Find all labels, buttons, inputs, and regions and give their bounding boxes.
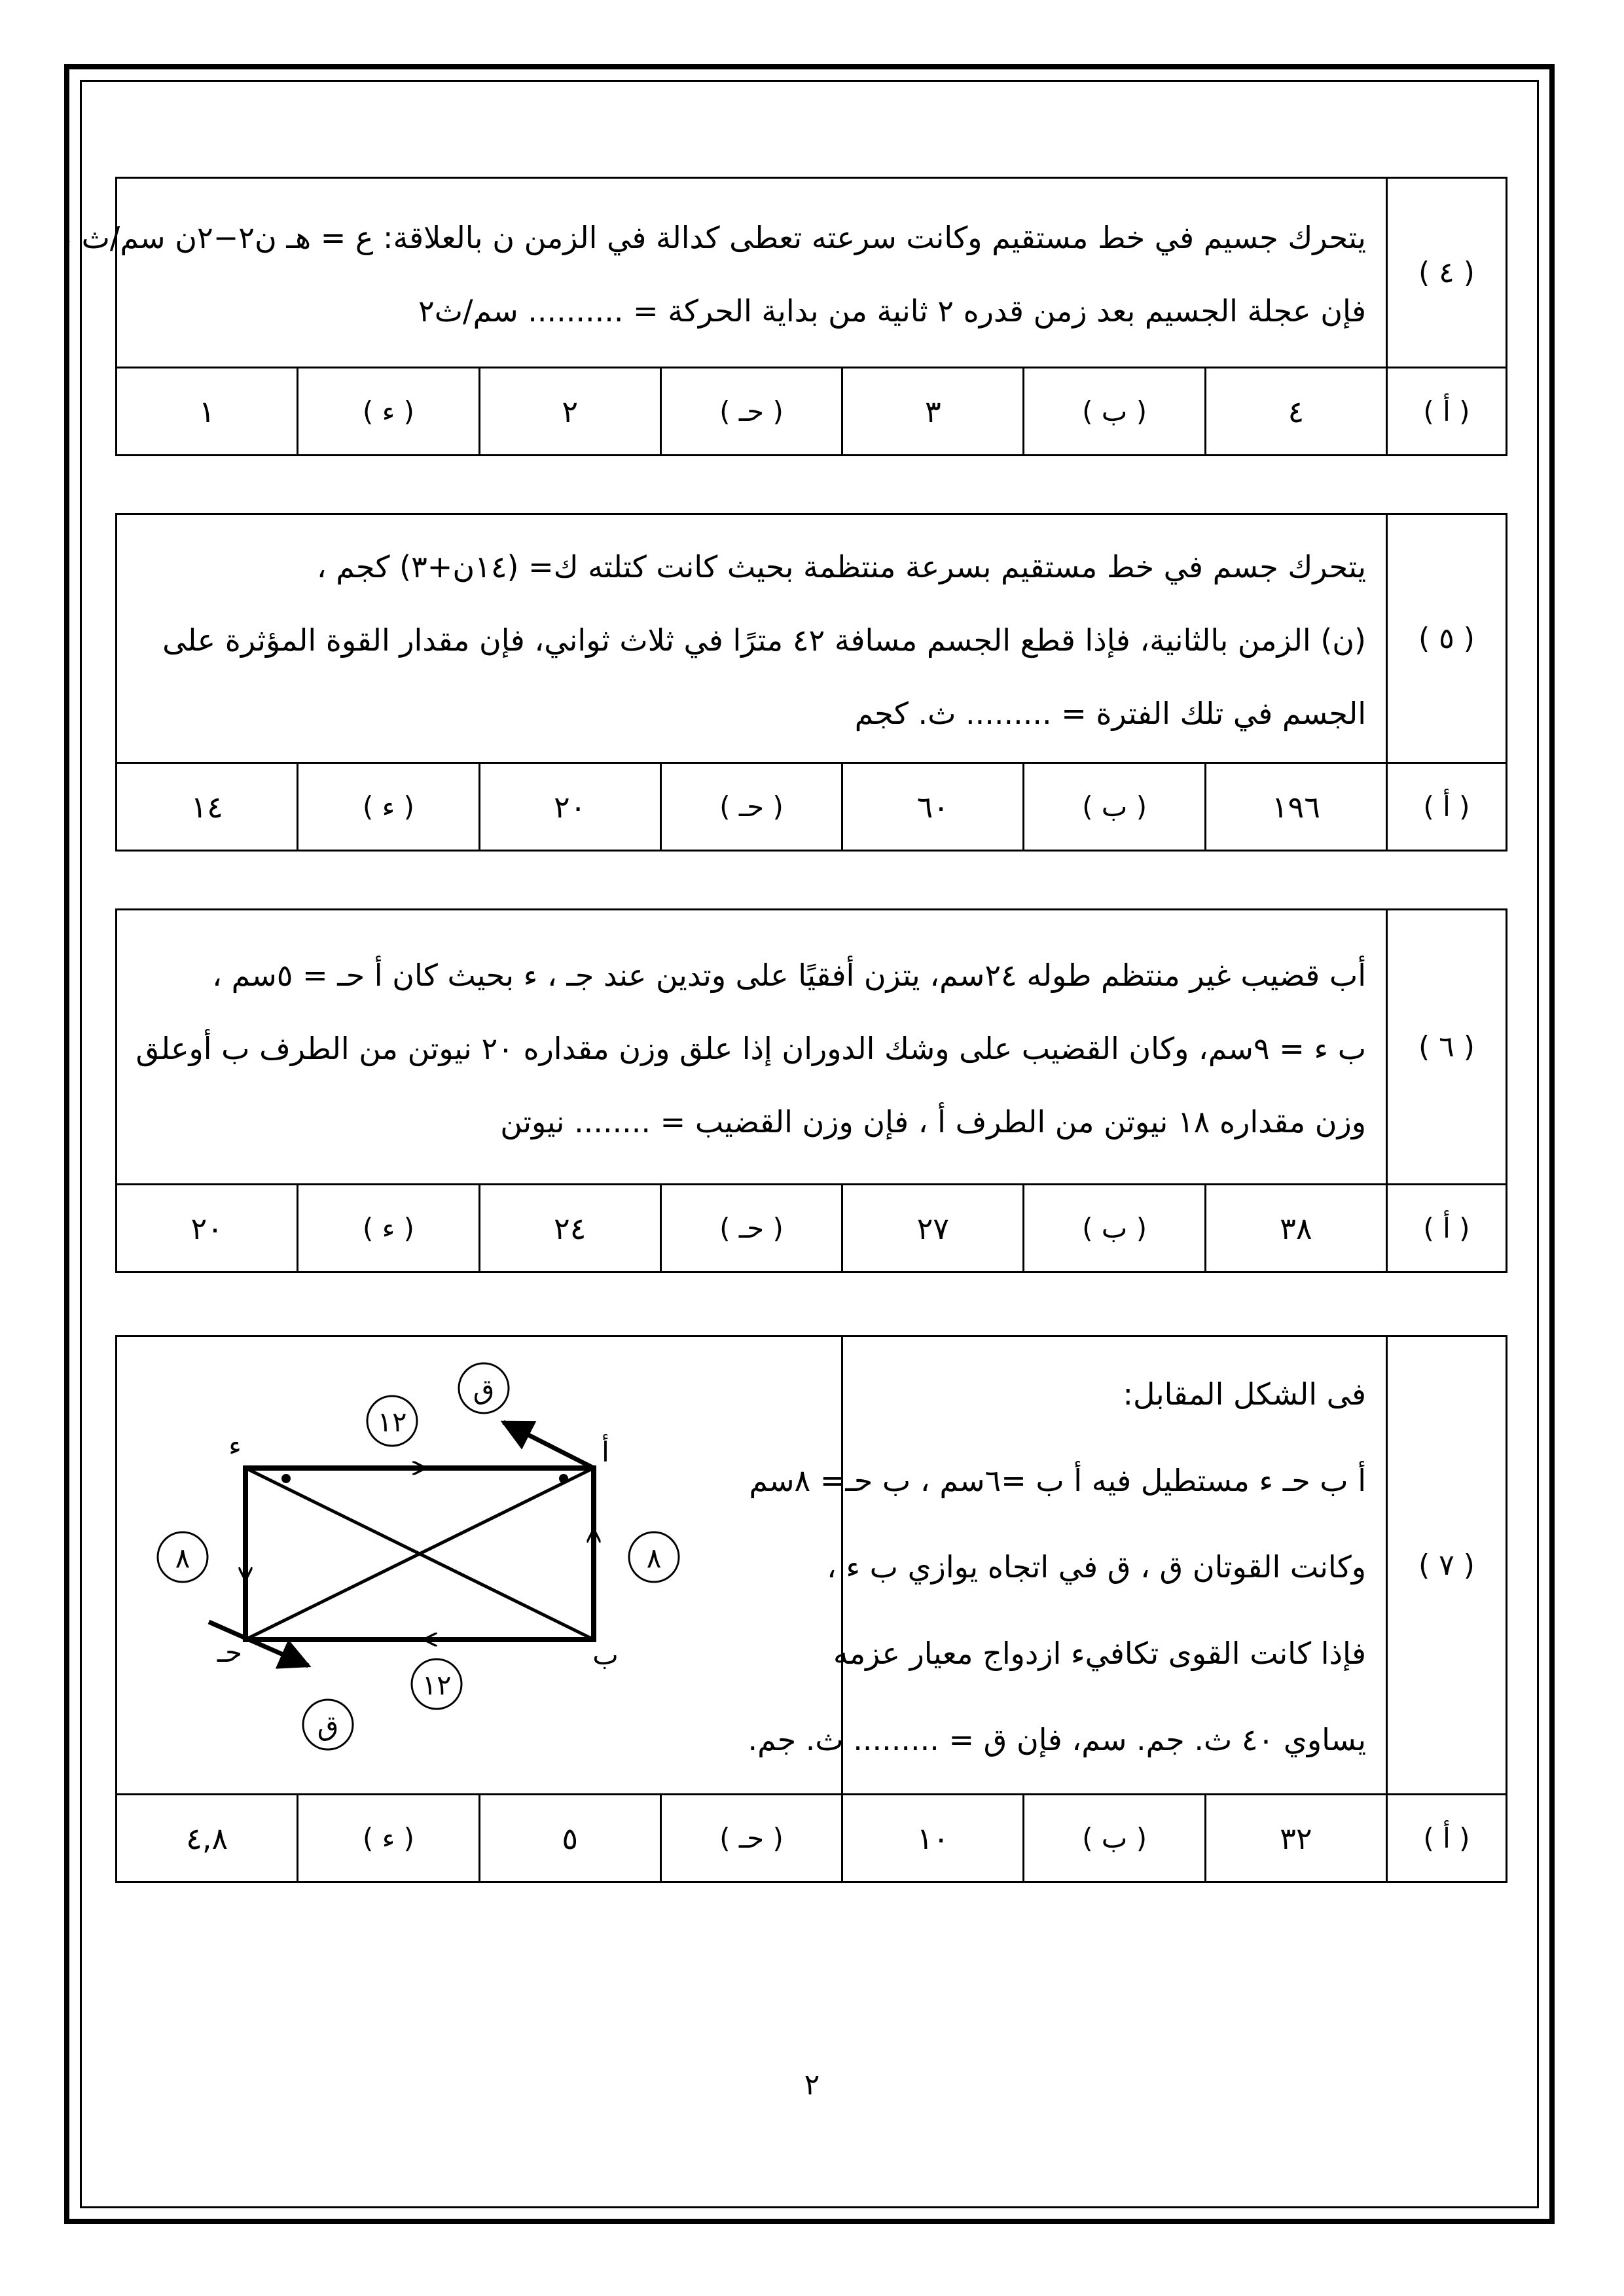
option-label-d[interactable]: ( ء ) xyxy=(298,1795,479,1882)
option-label-c[interactable]: ( حـ ) xyxy=(660,1795,842,1882)
question-line: فإن عجلة الجسيم بعد زمن قدره ٢ ثانية من بداية الحركة = .......... سم/ث٢ xyxy=(418,293,1366,329)
question-line: (ﻥ) الزمن بالثانية، فإذا قطع الجسم مسافة ٤٢ مترًا في ثلاث ثواني، فإن مقدار القوة المؤثرة على xyxy=(162,622,1366,658)
vertex-label-c: حـ xyxy=(217,1636,243,1668)
option-value-a[interactable]: ٣٨ xyxy=(1205,1185,1386,1272)
option-value-d[interactable]: ٤,٨ xyxy=(117,1795,298,1882)
option-value-c[interactable]: ٥ xyxy=(479,1795,660,1882)
angle-mark-a xyxy=(559,1474,568,1483)
question-number: ( ٤ ) xyxy=(1387,178,1507,368)
option-label-d[interactable]: ( ء ) xyxy=(298,763,479,851)
label-q-bottom: ق xyxy=(317,1710,339,1742)
question-line: الجسم في تلك الفترة = ......... ث. كجم xyxy=(854,695,1366,731)
question-line: أب قضيب غير منتظم طوله ٢٤سم، يتزن أفقيًا على وتدين عند جـ ، ء بحيث كان أ حـ = ٥سم ، xyxy=(212,957,1366,993)
question-number: ( ٥ ) xyxy=(1387,514,1507,763)
option-value-a[interactable]: ٤ xyxy=(1205,368,1386,456)
option-label-c[interactable]: ( حـ ) xyxy=(660,1185,842,1272)
question-line: ب ء = ٩سم، وكان القضيب على وشك الدوران إذا علق وزن مقداره ٢٠ نيوتن من الطرف ب أوعلق xyxy=(135,1030,1366,1066)
option-value-b[interactable]: ١٠ xyxy=(842,1795,1024,1882)
option-value-c[interactable]: ٢ xyxy=(479,368,660,456)
option-label-b[interactable]: ( ب ) xyxy=(1024,1795,1205,1882)
diagram-cell xyxy=(117,1336,842,1795)
option-value-b[interactable]: ٣ xyxy=(842,368,1024,456)
option-label-c[interactable]: ( حـ ) xyxy=(660,368,842,456)
option-label-d[interactable]: ( ء ) xyxy=(298,1185,479,1272)
option-value-a[interactable]: ٣٢ xyxy=(1205,1795,1386,1882)
question-4 xyxy=(62,177,1507,456)
vertex-label-b: ب xyxy=(592,1639,619,1671)
option-label-a[interactable]: ( أ ) xyxy=(1387,1185,1507,1272)
question-line: فى الشكل المقابل: xyxy=(1123,1376,1366,1412)
option-label-b[interactable]: ( ب ) xyxy=(1024,763,1205,851)
page-number: ٢ xyxy=(804,2068,820,2102)
question-text xyxy=(748,1336,1387,1795)
question-5 xyxy=(115,513,1507,852)
question-text xyxy=(62,178,1387,368)
vertex-label-a: أ xyxy=(602,1436,609,1468)
question-line: وكانت القوتان ق ، ق في اتجاه يوازي ب ء ، xyxy=(826,1549,1366,1585)
question-line: وزن مقداره ١٨ نيوتن من الطرف أ ، فإن وزن القضيب = ........ نيوتن xyxy=(500,1103,1366,1139)
option-value-c[interactable]: ٢٤ xyxy=(479,1185,660,1272)
option-value-a[interactable]: ١٩٦ xyxy=(1205,763,1386,851)
label-q-top: ق xyxy=(473,1373,495,1405)
question-7 xyxy=(115,1335,1507,1883)
option-label-c[interactable]: ( حـ ) xyxy=(660,763,842,851)
question-line: فإذا كانت القوى تكافيء ازدواج معيار عزمه xyxy=(833,1635,1366,1671)
question-text xyxy=(117,514,1387,763)
question-line: يتحرك جسم في خط مستقيم بسرعة منتظمة بحيث كانت كتلته ك= (١٤ﻥ+٣) كجم ، xyxy=(316,548,1366,584)
option-value-d[interactable]: ٢٠ xyxy=(117,1185,298,1272)
question-number: ( ٧ ) xyxy=(1387,1336,1507,1795)
label-force-bottom: ١٢ xyxy=(422,1669,452,1701)
label-force-left: ٨ xyxy=(175,1542,190,1574)
option-label-a[interactable]: ( أ ) xyxy=(1387,1795,1507,1882)
question-text xyxy=(117,910,1387,1185)
option-value-b[interactable]: ٢٧ xyxy=(842,1185,1024,1272)
question-line: أ ب حـ ء مستطيل فيه أ ب =٦سم ، ب حـ= ٨سم xyxy=(749,1462,1366,1498)
label-force-right: ٨ xyxy=(646,1542,662,1574)
question-line: يساوي ٤٠ ث. جم. سم، فإن ق = ......... ث. جم. xyxy=(748,1721,1366,1757)
question-6 xyxy=(115,908,1507,1273)
option-label-d[interactable]: ( ء ) xyxy=(298,368,479,456)
force-q-at-a xyxy=(503,1422,594,1468)
option-label-b[interactable]: ( ب ) xyxy=(1024,1185,1205,1272)
option-value-c[interactable]: ٢٠ xyxy=(479,763,660,851)
question-line: يتحرك جسيم في خط مستقيم وكانت سرعته تعطى كدالة في الزمن ﻥ بالعلاقة: ع = هـ ﻥ٢−٢ﻥ سم/ث ، xyxy=(62,219,1366,255)
option-value-d[interactable]: ١٤ xyxy=(117,763,298,851)
option-value-b[interactable]: ٦٠ xyxy=(842,763,1024,851)
option-label-b[interactable]: ( ب ) xyxy=(1024,368,1205,456)
option-label-a[interactable]: ( أ ) xyxy=(1387,763,1507,851)
vertex-label-d: ء xyxy=(228,1429,242,1462)
rectangle-force-diagram xyxy=(130,1350,693,1756)
option-value-d[interactable]: ١ xyxy=(117,368,298,456)
question-number: ( ٦ ) xyxy=(1387,910,1507,1185)
angle-mark-d xyxy=(281,1474,291,1483)
label-force-top: ١٢ xyxy=(377,1406,407,1438)
option-label-a[interactable]: ( أ ) xyxy=(1387,368,1507,456)
